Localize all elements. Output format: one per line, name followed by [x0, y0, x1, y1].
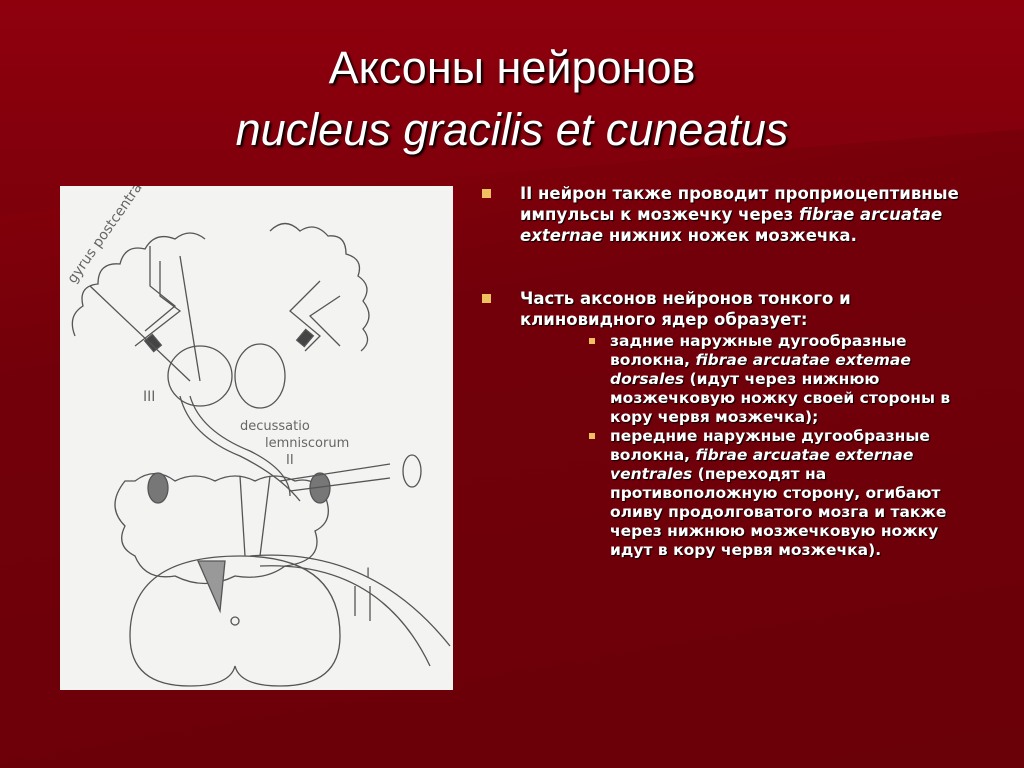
label-lemniscorum: lemniscorum [265, 436, 350, 451]
cerebellum-vermis [403, 455, 421, 487]
slide-title: Аксоны нейронов [328, 42, 696, 93]
subbullet-item [610, 332, 980, 427]
latin-term: fibrae arcuatae externae [520, 205, 943, 245]
bullet-item [480, 288, 980, 330]
bullet-marker [482, 294, 491, 303]
text: нижних ножек мозжечка. [603, 226, 857, 245]
text: Часть аксонов нейронов тонкого и клиновидного ядер образует: [520, 289, 851, 329]
label-neuron-1: I [366, 566, 371, 582]
pathway-sketch [60, 186, 453, 690]
bullet-list [480, 183, 980, 560]
label-neuron-3: III [143, 389, 156, 405]
text: задние наружные дугообразные волокна, [610, 332, 907, 369]
capsule-left [135, 246, 180, 346]
bullet-item [480, 183, 980, 246]
latin-term: fibrae arcuatae extemae dorsales [610, 351, 911, 388]
label-neuron-2: II [286, 453, 294, 468]
bullet-marker [589, 338, 595, 344]
text: (идут через нижнюю мозжечковую ножку своей стороны в кору червя мозжечка); [610, 370, 951, 426]
latin-term: fibrae arcuatae externae ventrales [610, 446, 914, 483]
text: передние наружные дугообразные волокна, [610, 427, 930, 464]
slide-subtitle: nucleus gracilis et cuneatus [235, 104, 789, 155]
subbullet-item [610, 427, 980, 560]
thalamus-left [168, 346, 232, 406]
cortex-right [270, 224, 369, 352]
bullet-marker [589, 433, 595, 439]
text: (переходят на противоположную сторону, огибают оливу продолговатого мозга и также через нижнюю мозжечковую ножку идут в кору червя мозжечка). [610, 465, 947, 559]
thalamus-right [235, 344, 285, 408]
text: II нейрон также проводит проприоцептивные импульсы к мозжечку через [520, 184, 959, 224]
bullet-marker [482, 189, 491, 198]
label-gyrus: gyrus postcentralis [64, 186, 155, 287]
axons-to-cortex [90, 256, 200, 381]
label-decussatio: decussatio [240, 419, 310, 434]
